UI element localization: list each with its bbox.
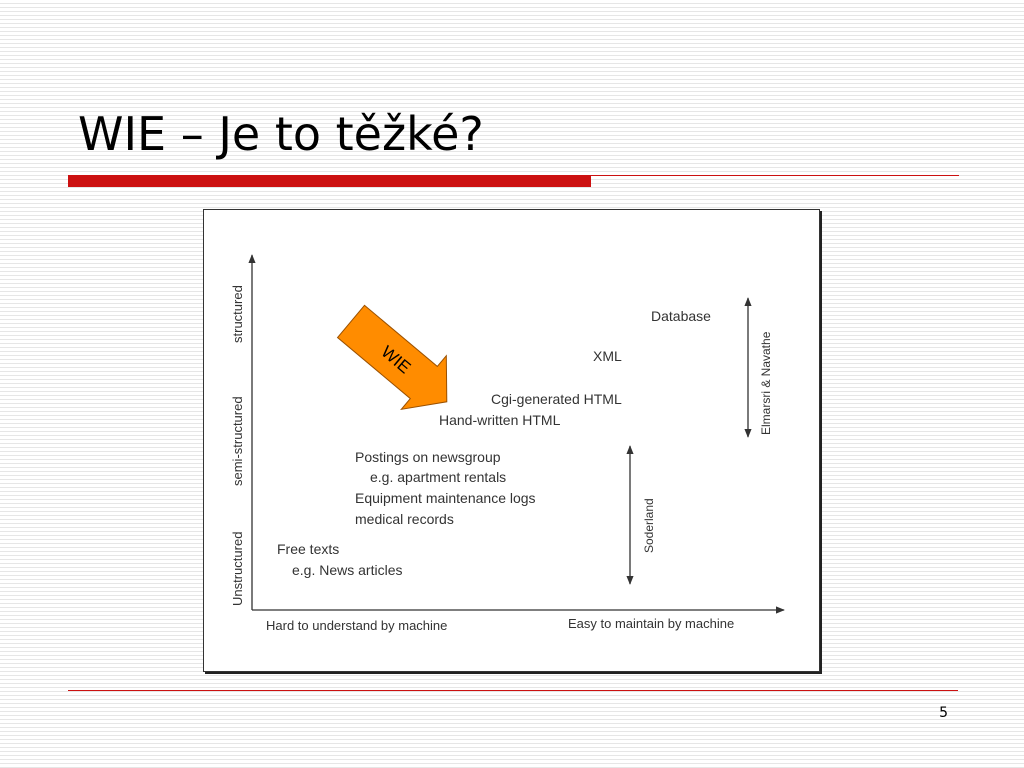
title-underline-accent [68,175,591,187]
item-news-articles: e.g. News articles [292,562,403,578]
x-axis-label-right: Easy to maintain by machine [568,616,735,631]
y-axis-label-unstructured: Unstructured [230,531,245,606]
item-database: Database [651,308,711,324]
y-axis-label-semi-structured: semi-structured [230,396,245,486]
soderland-label: Soderland [642,498,656,553]
structure-diagram [203,209,820,672]
x-axis-label-left: Hard to understand by machine [266,618,448,633]
y-axis-label-structured: structured [230,285,245,343]
footer-rule [68,690,958,691]
item-apartment-rentals: e.g. apartment rentals [370,469,507,485]
elmasri-navathe-label: Elmarsri & Navathe [759,331,773,435]
item-cgi-html: Cgi-generated HTML [491,391,622,407]
slide-title: WIE – Je to těžké? [78,107,484,161]
wie-callout-label: WIE [377,342,415,378]
item-free-texts: Free texts [277,541,340,557]
page-number: 5 [939,705,948,721]
item-xml: XML [593,348,622,364]
item-newsgroup: Postings on newsgroup [355,449,501,465]
title-underline-thin [591,175,959,176]
item-handwritten-html: Hand-written HTML [439,412,561,428]
item-medical-records: medical records [355,511,454,527]
item-maintenance-logs: Equipment maintenance logs [355,490,536,506]
